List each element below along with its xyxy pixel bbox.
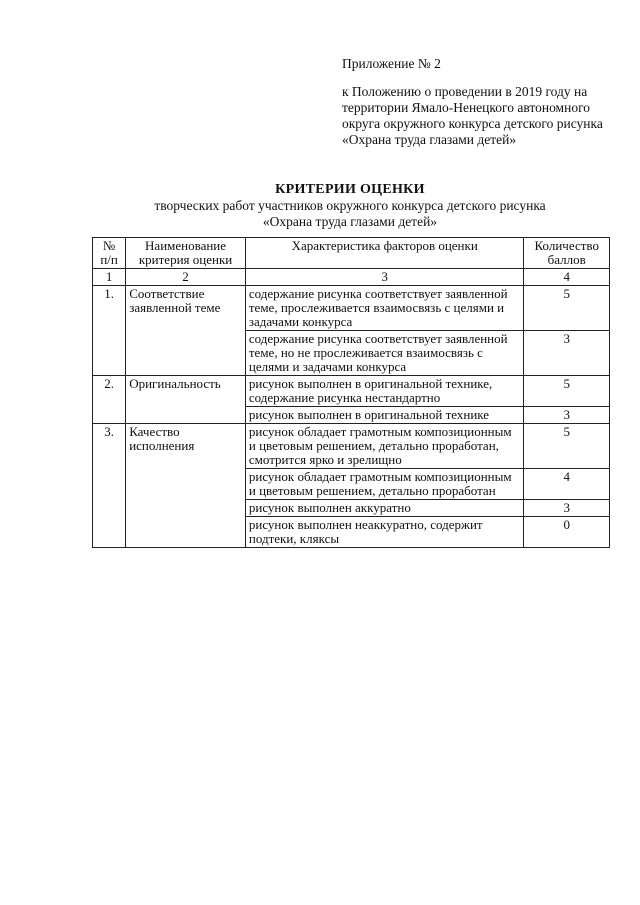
- header-num: № п/п: [93, 238, 126, 269]
- appendix-number: Приложение № 2: [342, 56, 441, 71]
- subtitle-line-1: творческих работ участников окружного конкурса детского рисунка: [154, 198, 546, 213]
- factor-desc: рисунок выполнен в оригинальной технике, содержание рисунка нестандартно: [245, 376, 524, 407]
- factor-desc: рисунок выполнен аккуратно: [245, 500, 524, 517]
- subtitle-line-2: «Охрана труда глазами детей»: [262, 214, 438, 229]
- index-cell: 2: [126, 269, 246, 286]
- factor-desc: рисунок обладает грамотным композиционным и цветовым решением, детально проработан: [245, 469, 524, 500]
- factor-desc: рисунок выполнен неаккуратно, содержит подтеки, кляксы: [245, 517, 524, 548]
- factor-points: 5: [524, 286, 610, 331]
- factor-desc: рисунок обладает грамотным композиционным и цветовым решением, детально проработан, смотрится ярко и зрелищно: [245, 424, 524, 469]
- document-title: КРИТЕРИИ ОЦЕНКИ: [275, 182, 425, 197]
- header-desc: Характеристика факторов оценки: [245, 238, 524, 269]
- criterion-name: Оригинальность: [126, 376, 246, 424]
- factor-desc: содержание рисунка соответствует заявленной теме, но не прослеживается взаимосвязь с целями и задачами конкурса: [245, 331, 524, 376]
- appendix-text: к Положению о проведении в 2019 году на территории Ямало-Ненецкого автономного округа окружного конкурса детского рисунка «Охрана труда глазами детей»: [342, 84, 603, 147]
- factor-points: 5: [524, 376, 610, 407]
- title-block: [90, 182, 610, 230]
- criterion-name: Соответствие заявленной теме: [126, 286, 246, 376]
- header-points: Количество баллов: [524, 238, 610, 269]
- index-cell: 3: [245, 269, 524, 286]
- table-row: [93, 286, 610, 331]
- header-name: Наименование критерия оценки: [126, 238, 246, 269]
- criterion-num: 1.: [93, 286, 126, 376]
- index-cell: 1: [93, 269, 126, 286]
- factor-points: 3: [524, 331, 610, 376]
- factor-points: 4: [524, 469, 610, 500]
- criterion-num: 2.: [93, 376, 126, 424]
- table-row: [93, 376, 610, 407]
- factor-points: 3: [524, 407, 610, 424]
- factor-desc: содержание рисунка соответствует заявленной теме, прослеживается взаимосвязь с целями и задачами конкурса: [245, 286, 524, 331]
- criterion-num: 3.: [93, 424, 126, 548]
- factor-points: 0: [524, 517, 610, 548]
- factor-desc: рисунок выполнен в оригинальной технике: [245, 407, 524, 424]
- criteria-table: [92, 237, 610, 548]
- table-row: [93, 424, 610, 469]
- criterion-name: Качество исполнения: [126, 424, 246, 548]
- index-cell: 4: [524, 269, 610, 286]
- appendix-note: [342, 56, 622, 148]
- index-row: [93, 269, 610, 286]
- factor-points: 5: [524, 424, 610, 469]
- factor-points: 3: [524, 500, 610, 517]
- table-header-row: [93, 238, 610, 269]
